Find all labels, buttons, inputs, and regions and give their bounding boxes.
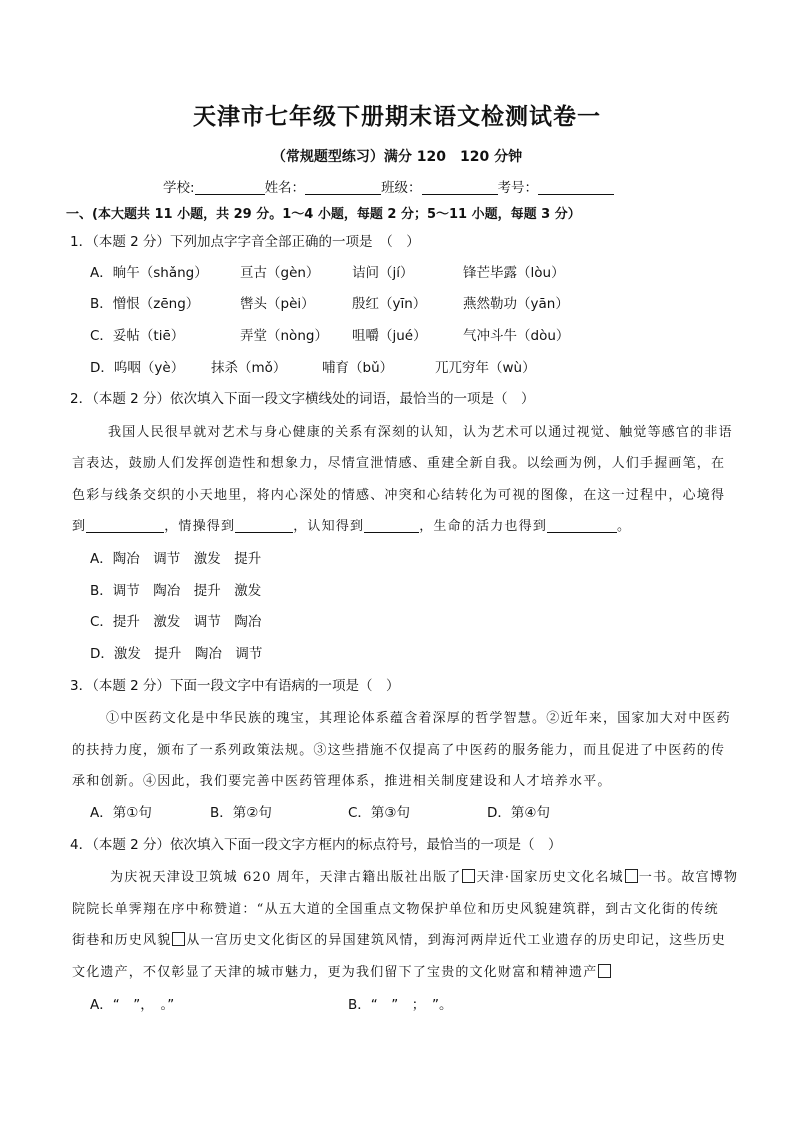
q2-passage-line: 言表达，鼓励人们发挥创造性和想象力，尽情宣泄情感、重建全新自我。以绘画为例，人们手握画笔，在 xyxy=(72,456,726,471)
q2-passage-line: 色彩与线条交织的小天地里，将内心深处的情感、冲突和心结转化为可视的图像，在这一过程中，心境得 xyxy=(72,488,726,503)
q1-option-c-1: C．妥帖（tiē） xyxy=(90,328,185,344)
q4-punctuation-box-4[interactable] xyxy=(598,964,611,978)
q1-option-d-4: 兀兀穷年（wù） xyxy=(435,360,536,376)
q2-option-d: D．激发 提升 陶冶 调节 xyxy=(90,646,263,662)
q4-text-segment: 天津·国家历史文化名城 xyxy=(476,870,624,885)
q4-passage-line xyxy=(72,961,722,980)
q1-option-a-3: 诘问（jí） xyxy=(352,265,414,281)
q4-punctuation-box-2[interactable] xyxy=(625,869,638,883)
q1-option-a-2: 亘古（gèn） xyxy=(240,265,320,281)
q3-passage-line: ①中医药文化是中华民族的瑰宝，其理论体系蕴含着深厚的哲学智慧。②近年来，国家加大对中医药 xyxy=(106,711,731,726)
page-title: 天津市七年级下册期末语文检测试卷一 xyxy=(193,104,601,130)
question-1-stem: 1．（本题 2 分）下列加点字字音全部正确的一项是 （ ） xyxy=(70,234,420,250)
q3-passage-line: 承和创新。④因此，我们要完善中医药管理体系，推进相关制度建设和人才培养水平。 xyxy=(72,774,612,789)
q4-option-b: B．“ ” ； ”。 xyxy=(348,997,453,1013)
q3-option-a: A．第①句 xyxy=(90,805,152,821)
q2-option-c: C．提升 激发 调节 陶冶 xyxy=(90,614,262,630)
q1-option-b-1: B．憎恨（zēng） xyxy=(90,296,200,312)
class-label: 班级： xyxy=(381,180,422,196)
q2-text-segment: 。 xyxy=(617,519,632,534)
q1-option-a-1: A．晌午（shǎng） xyxy=(90,265,208,281)
q1-option-b-4: 燕然勒功（yān） xyxy=(463,296,569,312)
q4-passage-line xyxy=(72,929,727,948)
question-2-stem: 2．（本题 2 分）依次填入下面一段文字横线处的词语，最恰当的一项是（ ） xyxy=(70,391,535,407)
q2-blank-1[interactable] xyxy=(86,518,164,533)
section-heading: 一、(本大题共 11 小题，共 29 分。1～4 小题，每题 2 分；5～11 小题，每题 3 分） xyxy=(66,207,581,222)
q2-text-segment: ，认知得到 xyxy=(293,519,365,534)
q1-option-c-2: 弄堂（nòng） xyxy=(240,328,328,344)
q1-option-b-3: 殷红（yīn） xyxy=(352,296,427,312)
q1-option-a-4: 锋芒毕露（lòu） xyxy=(463,265,565,281)
q2-text-segment: 到 xyxy=(72,519,87,534)
q4-punctuation-box-3[interactable] xyxy=(172,932,185,946)
q1-option-b-2: 辔头（pèi） xyxy=(240,296,315,312)
name-blank[interactable] xyxy=(305,180,381,195)
number-blank[interactable] xyxy=(538,180,614,195)
q4-passage-line xyxy=(110,866,760,885)
q2-passage-line: 我国人民很早就对艺术与身心健康的关系有深刻的认知，认为艺术可以通过视觉、触觉等感官的非语 xyxy=(108,425,733,440)
name-label: 姓名： xyxy=(264,180,306,196)
q4-text-segment: 从一宫历史文化街区的异国建筑风情，到海河两岸近代工业遗存的历史印记，这些历史 xyxy=(186,933,727,948)
q4-text-segment: 为庆祝天津设卫筑城 620 周年，天津古籍出版社出版了 xyxy=(110,870,462,885)
q2-option-b: B．调节 陶冶 提升 激发 xyxy=(90,583,262,599)
q4-punctuation-box-1[interactable] xyxy=(462,869,475,883)
page-subtitle: （常规题型练习）满分 120 120 分钟 xyxy=(271,149,523,165)
class-blank[interactable] xyxy=(422,180,498,195)
q4-passage-line: 院院长单霁翔在序中称赞道：“从五大道的全国重点文物保护单位和历史风貌建筑群，到古文化街的传统 xyxy=(72,902,719,917)
q2-blank-4[interactable] xyxy=(547,518,617,533)
question-4-stem: 4．（本题 2 分）依次填入下面一段文字方框内的标点符号，最恰当的一项是（ ） xyxy=(70,837,562,853)
q3-passage-line: 的扶持力度，颁布了一系列政策法规。③这些措施不仅提高了中医药的服务能力，而且促进了中医药的传 xyxy=(72,743,726,758)
q4-option-a: A．“ ”， 。” xyxy=(90,997,175,1013)
q1-option-d-3: 哺育（bǔ） xyxy=(322,360,394,376)
q1-option-c-4: 气冲斗牛（dòu） xyxy=(463,328,570,344)
student-info-fields xyxy=(163,176,614,196)
q2-option-a: A．陶冶 调节 激发 提升 xyxy=(90,551,262,567)
q2-text-segment: ，生命的活力也得到 xyxy=(419,519,548,534)
q3-option-b: B．第②句 xyxy=(210,805,272,821)
question-3-stem: 3．（本题 2 分）下面一段文字中有语病的一项是（ ） xyxy=(70,678,400,694)
q4-text-segment: 一书。故宫博物 xyxy=(638,870,739,885)
q3-option-c: C．第③句 xyxy=(348,805,411,821)
q1-option-d-1: D．呜咽（yè） xyxy=(90,360,185,376)
q4-text-segment: 文化遗产，不仅彰显了天津的城市魅力，更为我们留下了宝贵的文化财富和精神遗产 xyxy=(72,965,598,980)
q2-text-segment: ，情操得到 xyxy=(164,519,236,534)
q1-option-d-2: 抹杀（mǒ） xyxy=(211,360,287,376)
number-label: 考号： xyxy=(497,180,539,196)
q4-text-segment: 街巷和历史风貌 xyxy=(72,933,172,948)
q2-blank-3[interactable] xyxy=(364,518,419,533)
school-blank[interactable] xyxy=(195,180,265,195)
school-label: 学校: xyxy=(163,180,195,196)
q1-option-c-3: 咀嚼（jué） xyxy=(352,328,427,344)
q2-passage-line-blanks xyxy=(72,515,722,534)
q2-blank-2[interactable] xyxy=(235,518,293,533)
q3-option-d: D．第④句 xyxy=(487,805,550,821)
